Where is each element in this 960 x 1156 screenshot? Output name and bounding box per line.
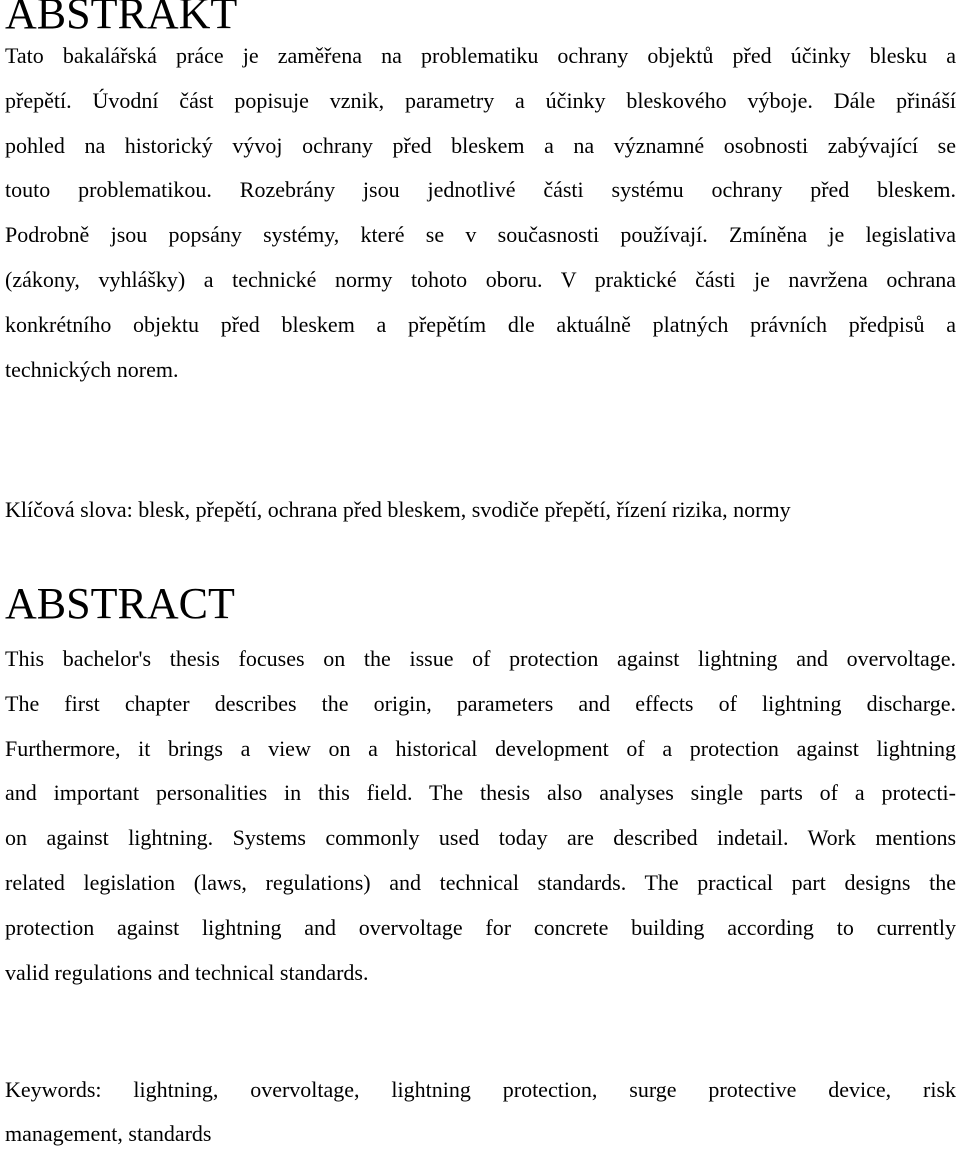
abstrakt-line: Podrobně jsou popsány systémy, které se v současnosti používají. Zmíněna je legislativa [5,222,956,248]
abstrakt-paragraph [5,34,956,392]
abstract-line: The first chapter describes the origin, parameters and effects of lightning discharge. [5,690,956,716]
abstrakt-line: přepětí. Úvodní část popisuje vznik, parametry a účinky bleskového výboje. Dále přináší [5,87,956,113]
abstract-paragraph [5,637,956,995]
abstract-line: on against lightning. Systems commonly used today are described indetail. Work mentions [5,825,956,851]
abstrakt-heading: ABSTRAKT [5,0,238,38]
abstrakt-line: touto problematikou. Rozebrány jsou jednotlivé části systému ochrany před bleskem. [5,177,956,203]
abstract-line: This bachelor's thesis focuses on the issue of protection against lightning and overvoltage. [5,646,956,671]
abstrakt-line: Tato bakalářská práce je zaměřena na problematiku ochrany objektů před účinky blesku a [5,43,956,68]
keywords [5,1068,956,1156]
abstract-line: related legislation (laws, regulations) and technical standards. The practical part designs the [5,869,956,895]
abstract-line: and important personalities in this field. The thesis also analyses single parts of a protecti- [5,780,956,806]
keywords-line: management, standards [5,1121,212,1146]
abstract-heading: ABSTRACT [5,579,235,628]
abstrakt-line: (zákony, vyhlášky) a technické normy tohoto oboru. V praktické části je navržena ochrana [5,266,956,292]
keywords-line: Keywords: lightning, overvoltage, lightning protection, surge protective device, risk [5,1077,956,1102]
abstrakt-line: konkrétního objektu před bleskem a přepětím dle aktuálně platných právních předpisů a [5,311,956,337]
abstract-line: Furthermore, it brings a view on a historical development of a protection against lightning [5,735,956,761]
abstract-line: protection against lightning and overvoltage for concrete building according to currently [5,914,956,940]
abstrakt-line: pohled na historický vývoj ochrany před bleskem a na významné osobnosti zabývající se [5,132,956,158]
abstrakt-line: technických norem. [5,356,179,382]
abstract-line: valid regulations and technical standards. [5,959,369,985]
klicova-slova: Klíčová slova: blesk, přepětí, ochrana před bleskem, svodiče přepětí, řízení rizika, normy [5,497,791,522]
